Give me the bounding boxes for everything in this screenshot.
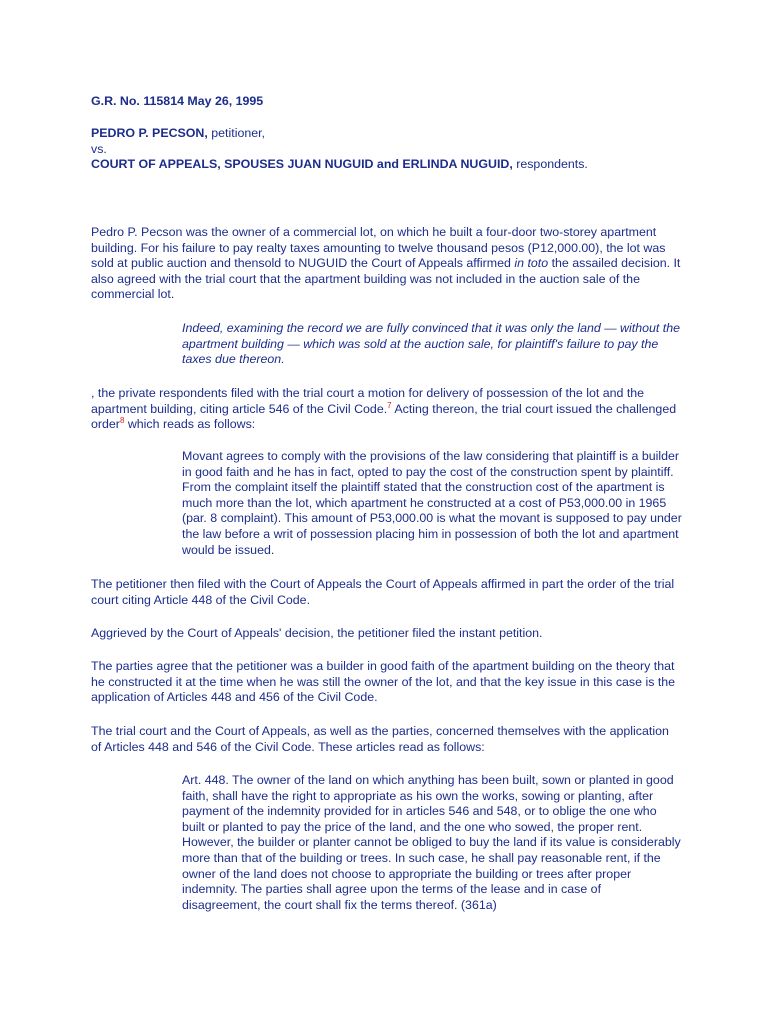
case-number: [91, 94, 681, 110]
footnote-8-link[interactable]: 8: [119, 416, 125, 426]
respondent-names: COURT OF APPEALS, SPOUSES JUAN NUGUID and ERLINDA NUGUID,: [91, 157, 513, 171]
paragraph-2-text-a: , the private respondents filed with the trial court a motion for delivery of possession of the lot and the apartment building, citing article 546 of the Civil Code.: [91, 386, 645, 416]
paragraph-4-text: Aggrieved by the Court of Appeals' decision, the petitioner filed the instant petition.: [91, 626, 543, 640]
paragraph-2-text-b: Acting thereon, the trial court issued the challenged order: [91, 401, 677, 432]
block-quote-2: [182, 449, 682, 558]
footnote-7-link[interactable]: 7: [387, 400, 392, 410]
paragraph-5-text: The parties agree that the petitioner was a builder in good faith of the apartment building on the theory that he constructed it at the time when he was still the owner of the lot, and that the key issue in this case is the application of Articles 448 and 456 of the Civil Code.: [91, 659, 676, 705]
block-quote-1: [182, 321, 682, 368]
paragraph-3: [91, 577, 681, 608]
block-quote-3-text: Art. 448. The owner of the land on which anything has been built, sown or planted in good faith, shall have the right to appropriate as his own the works, sowing or planting, after payment of the indemnity provided for in articles 546 and 548, or to oblige the one who built or planted to pay the price of the land, and the one who sowed, the proper rent. However, the builder or planter cannot be obliged to buy the land if its value is considerably more than that of the building or trees. In such case, he shall pay reasonable rent, if the owner of the land does not choose to appropriate the building or trees after proper indemnity. The parties shall agree upon the terms of the lease and in case of disagreement, the court shall fix the terms thereof. (361a): [182, 773, 681, 912]
paragraph-5: [91, 659, 681, 706]
block-quote-1-text: Indeed, examining the record we are fully convinced that it was only the land — without the apartment building — which was sold at the auction sale, for plaintiff's failure to pay the taxes due thereon.: [182, 321, 680, 367]
respondent-role: respondents.: [512, 157, 588, 171]
paragraph-2: [91, 386, 681, 433]
paragraph-3-text: The petitioner then filed with the Court of Appeals the Court of Appeals affirmed in part the order of the trial court citing Article 448 of the Civil Code.: [91, 577, 675, 607]
petitioner-line: [91, 126, 681, 142]
paragraph-1-text-b: the assailed decision. It also agreed with the trial court that the apartment building was not included in the auction sale of the commercial lot.: [91, 256, 681, 302]
gr-number: G.R. No. 115814 May 26, 1995: [91, 94, 264, 108]
paragraph-1-italic: in toto: [514, 256, 549, 271]
paragraph-1-text-a: Pedro P. Pecson was the owner of a commercial lot, on which he built a four-door two-storey apartment building. For his failure to pay realty taxes amounting to twelve thousand pesos (P12,000.00), the lot was sold at public auction and thensold to NUGUID the Court of Appeals affirmed: [91, 225, 666, 271]
paragraph-1: [91, 225, 681, 303]
block-quote-2-text: Movant agrees to comply with the provisions of the law considering that plaintiff is a builder in good faith and he has in fact, opted to pay the cost of the construction spent by plaintiff. From the complaint itself the plaintiff stated that the construction cost of the apartment is much more than the lot, which apartment he constructed at a cost of P53,000.00 in 1965 (par. 8 complaint). This amount of P53,000.00 is what the movant is supposed to pay under the law before a writ of possession placing him in possession of both the lot and apartment would be issued.: [182, 449, 682, 557]
respondent-line: [91, 157, 681, 173]
paragraph-4: [91, 626, 681, 642]
paragraph-6: [91, 724, 681, 755]
block-quote-3: [182, 773, 682, 913]
petitioner-role: petitioner,: [207, 126, 266, 140]
petitioner-name: PEDRO P. PECSON,: [91, 126, 208, 140]
paragraph-6-text: The trial court and the Court of Appeals, as well as the parties, concerned themselves with the application of Articles 448 and 546 of the Civil Code. These articles read as follows:: [91, 724, 669, 754]
versus-line: [91, 142, 681, 158]
paragraph-2-text-c: which reads as follows:: [124, 417, 256, 432]
versus-text: vs.: [91, 142, 107, 156]
